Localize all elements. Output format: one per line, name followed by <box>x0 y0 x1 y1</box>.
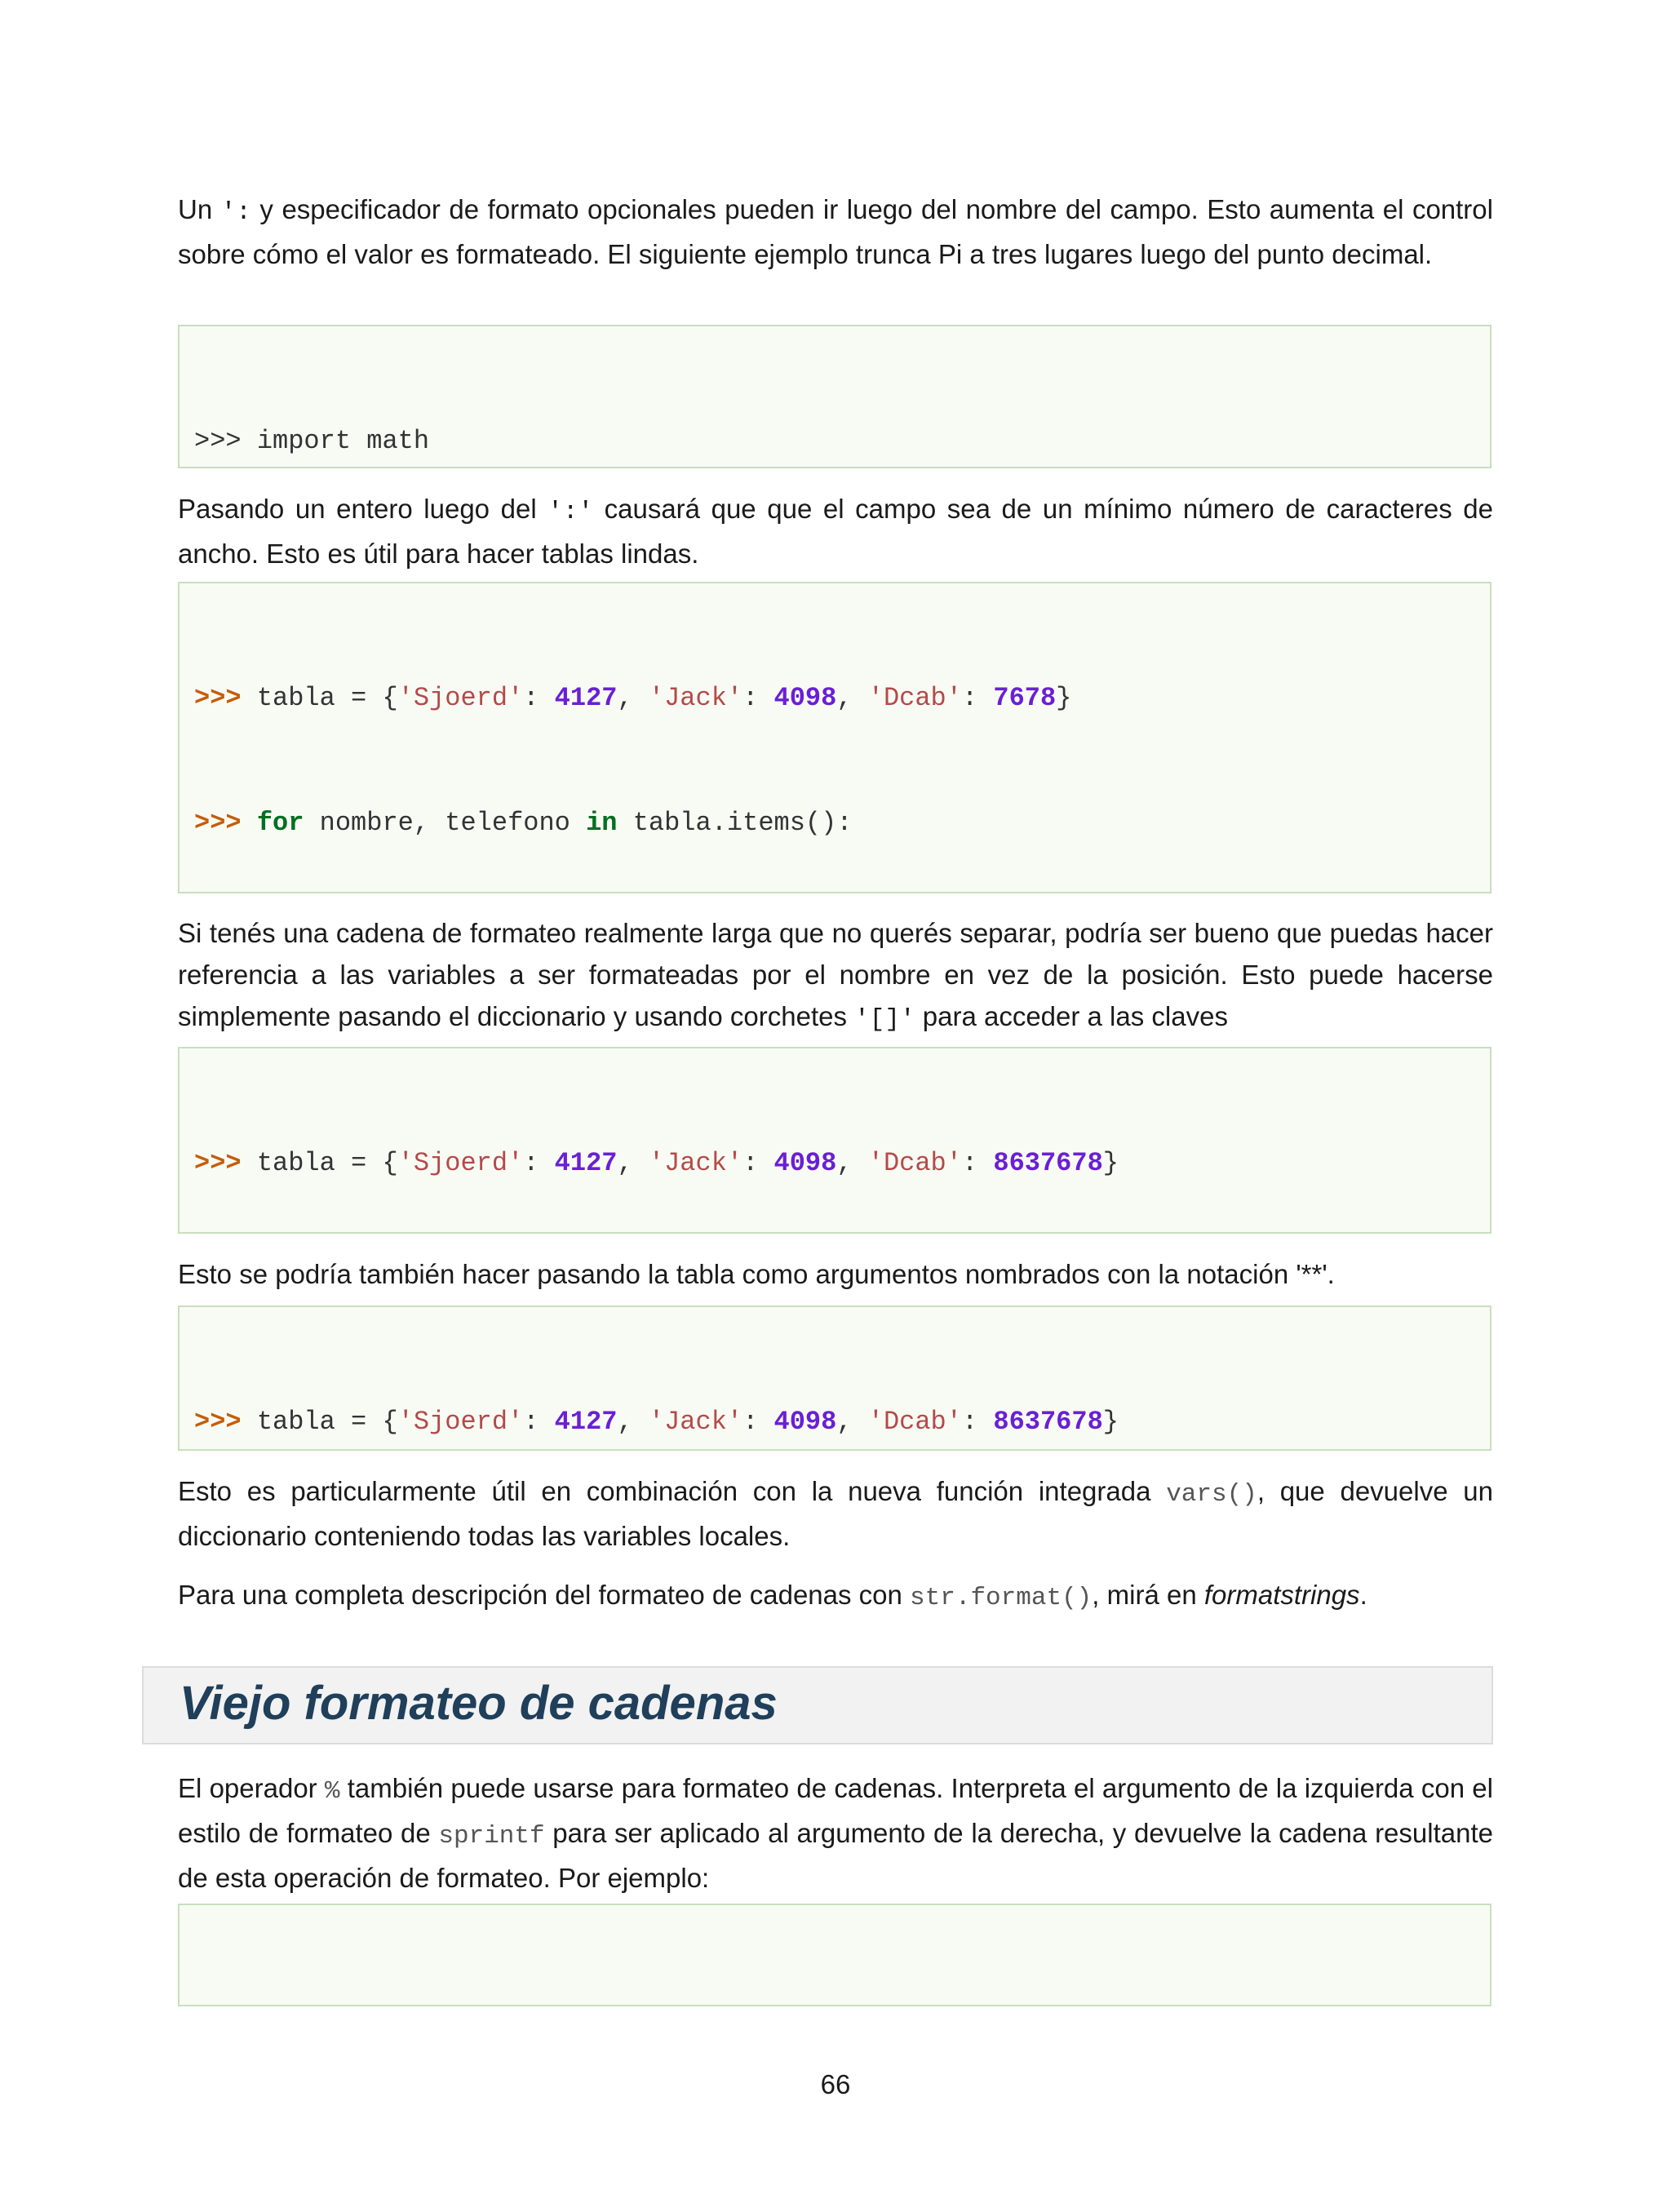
code-block-math-pi <box>178 325 1491 468</box>
inline-code: ':' <box>547 498 594 526</box>
code-line: >>> tabla = {'Sjoerd': 4127, 'Jack': 4098, 'Dcab': 8637678} <box>194 1407 1119 1437</box>
code-line: >>> tabla = {'Sjoerd': 4127, 'Jack': 4098, 'Dcab': 7678} <box>194 683 1072 713</box>
inline-code: % <box>324 1777 340 1806</box>
paragraph-vars <box>178 1470 1493 1557</box>
text: . <box>1359 1580 1367 1610</box>
paragraph-kwargs <box>178 1253 1493 1295</box>
inline-code: ': <box>220 198 251 227</box>
formatstrings-link[interactable]: formatstrings <box>1203 1580 1360 1610</box>
code-block-tabla-kwargs <box>178 1305 1491 1451</box>
text: también puede usarse para formateo de cadenas. Interpreta el argumento de la izquierda con el estilo de formateo de <box>178 1773 1493 1848</box>
section-title: Viejo formateo de cadenas <box>180 1677 778 1730</box>
paragraph-old-format <box>178 1767 1493 1899</box>
text: Para una completa descripción del formateo de cadenas con <box>178 1580 911 1610</box>
code-line: >>> import math <box>194 426 430 456</box>
text: El operador <box>178 1773 325 1803</box>
code-line: >>> tabla = {'Sjoerd': 4127, 'Jack': 4098, 'Dcab': 8637678} <box>194 1148 1119 1178</box>
code-block-percent-format <box>178 1904 1491 2006</box>
code-line <box>194 1999 1490 2006</box>
text: para ser aplicado al argumento de la derecha, y devuelve la cadena resultante de esta operación de formateo. Por ejemplo: <box>178 1818 1493 1893</box>
text: para acceder a las claves <box>915 1001 1228 1031</box>
text: y especificador de formato opcionales pueden ir luego del nombre del campo. Esto aumenta el control sobre cómo el valor es formateado. El siguiente ejemplo trunca Pi a tres lugares luego del punto decimal. <box>178 194 1493 269</box>
text: Si tenés una cadena de formateo realmente larga que no querés separar, podría ser bueno que puedas hacer referencia a las variables a ser formateadas por el nombre en vez de la posición. Esto puede hacerse simplemente pasando el diccionario y usando corchetes <box>178 918 1493 1031</box>
inline-code: sprintf <box>438 1822 545 1851</box>
text: Esto es particularmente útil en combinación con la nueva función integrada <box>178 1476 1167 1506</box>
inline-code: '[]' <box>854 1005 915 1034</box>
code-block-tabla-for <box>178 582 1491 893</box>
text: Pasando un entero luego del <box>178 494 548 524</box>
text: , que devuelve un diccionario conteniendo todas las variables locales. <box>178 1476 1493 1551</box>
paragraph-width <box>178 488 1493 574</box>
text: Esto se podría también hacer pasando la tabla como argumentos nombrados con la notación '**'. <box>178 1259 1335 1289</box>
inline-code: vars() <box>1166 1480 1257 1509</box>
text: causará que que el campo sea de un mínimo número de caracteres de ancho. Esto es útil para hacer tablas lindas. <box>178 494 1493 569</box>
page-number: 66 <box>820 2069 851 2099</box>
section-header <box>142 1666 1493 1744</box>
paragraph-format-specifier <box>178 188 1493 275</box>
text: , mirá en <box>1092 1580 1204 1610</box>
paragraph-named-variables <box>178 912 1493 1040</box>
code-block-tabla-brackets <box>178 1047 1491 1234</box>
text: Un <box>178 194 221 224</box>
paragraph-str-format <box>178 1574 1493 1619</box>
inline-code: str.format() <box>910 1584 1093 1612</box>
code-line: >>> for nombre, telefono in tabla.items(): <box>194 808 853 838</box>
